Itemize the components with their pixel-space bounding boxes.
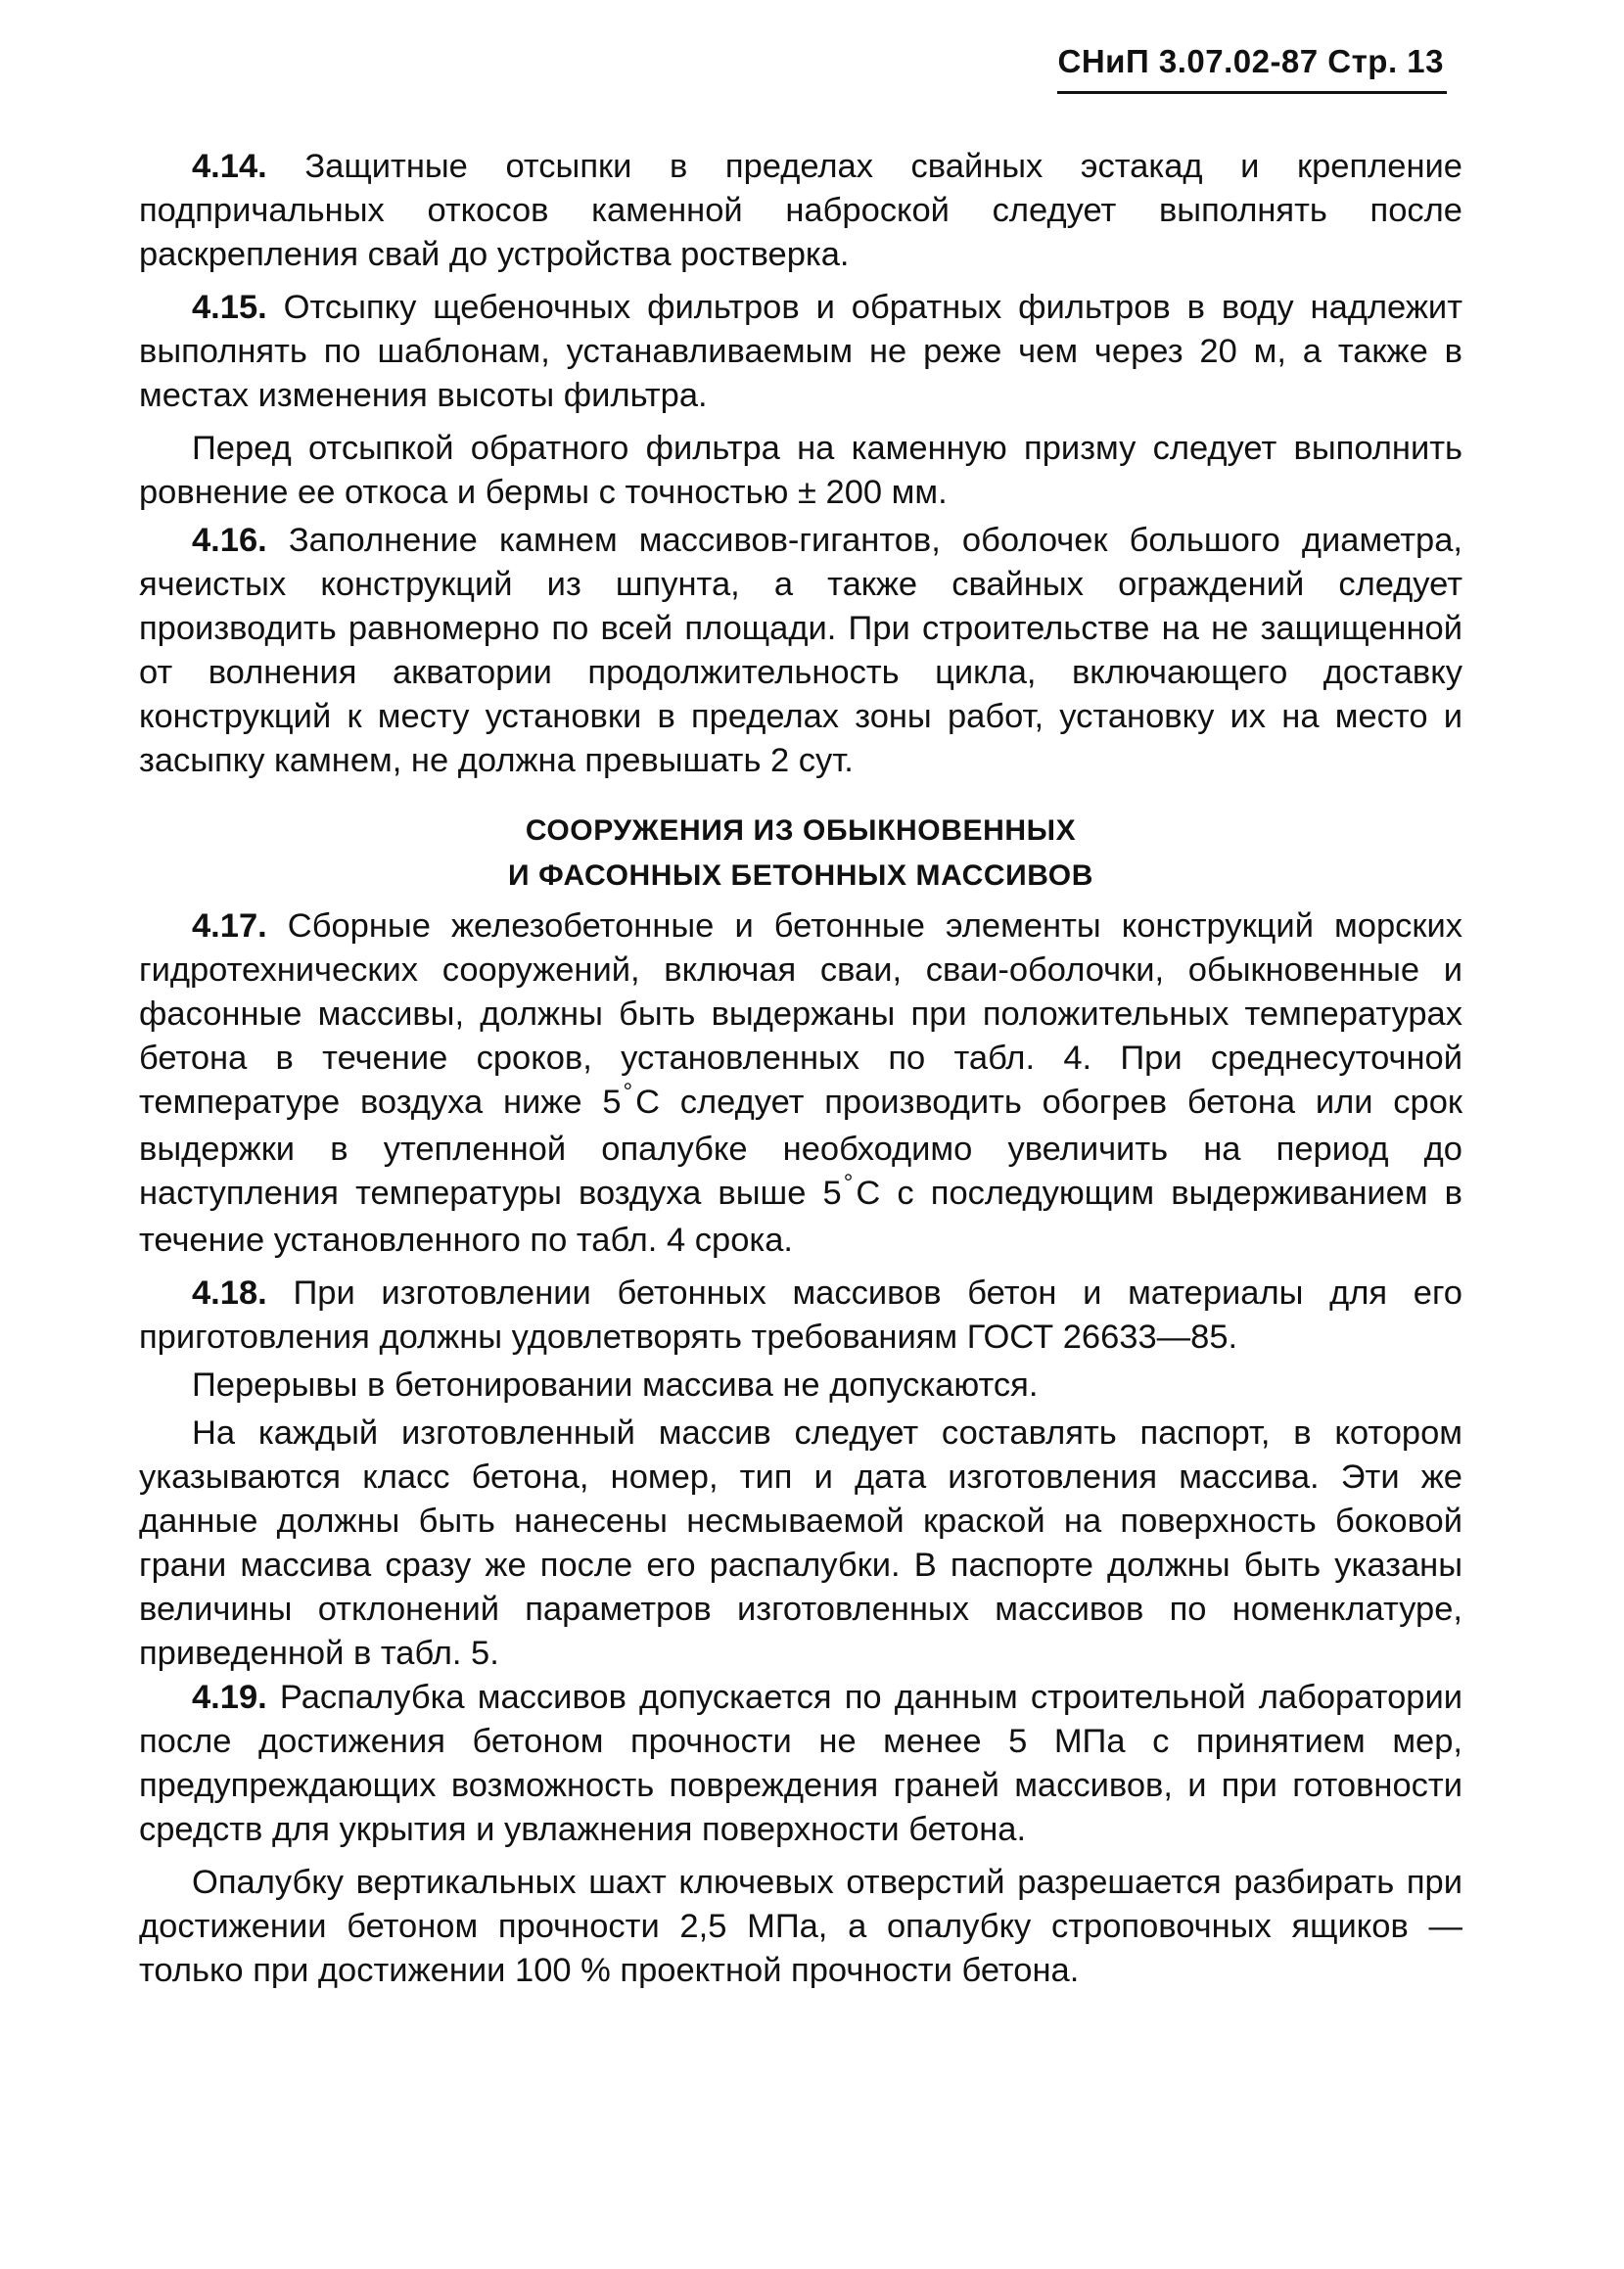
section-heading-line-2: И ФАСОННЫХ БЕТОННЫХ МАССИВОВ [507,859,1094,892]
clause-text: Отсыпку щебеночных фильтров и обратных фильтров в воду надлежит выполнять по шаблонам, устанавливаемым не реже чем через 20 м, а также в местах изменения высоты фильтра. [139,289,1462,414]
degree-sign: ° [623,1079,633,1105]
section-heading [139,809,1462,899]
paragraph-4-17 [139,904,1462,1263]
clause-number: 4.15. [192,289,267,326]
clause-text: Опалубку вертикальных шахт ключевых отверстий разрешается разбирать при достижении бетоном прочности 2,5 МПа, а опалубку строповочных ящиков — только при достижении 100 % проектной прочности бетона. [139,1864,1462,1989]
paragraph-4-18 [139,1272,1462,1360]
clause-text: С с последующим выдерживанием в течение установленного по табл. 4 срока. [139,1175,1462,1259]
paragraph-4-15 [139,286,1462,418]
clause-text: На каждый изготовленный массив следует составлять паспорт, в котором указываются класс бетона, номер, тип и дата изготовления массива. Эти же данные должны быть нанесены несмываемой краской на поверхность боковой грани массива сразу же после его распалубки. В паспорте должны быть указаны величины отклонений параметров изготовленных массивов по номенклатуре, приведенной в табл. 5. [139,1414,1462,1672]
document-body [139,145,1462,1993]
header-rule [1057,91,1447,94]
clause-text: Перед отсыпкой обратного фильтра на каменную призму следует выполнить ровнение ее откоса и бермы с точностью ± 200 мм. [139,430,1462,511]
clause-text: Перерывы в бетонировании массива не допускаются. [192,1366,1039,1404]
paragraph-4-18-passport [139,1412,1462,1676]
paragraph-4-16 [139,519,1462,783]
paragraph-4-15-continued [139,427,1462,515]
paragraph-4-14 [139,145,1462,277]
section-heading-line-1: СООРУЖЕНИЯ ИЗ ОБЫКНОВЕННЫХ [525,814,1077,847]
clause-text: С следует производить обогрев бетона или срок выдержки в утепленной опалубке необходимо увеличить на период до наступления температуры воздуха выше 5 [139,1084,1462,1212]
clause-text: Заполнение камнем массивов-гигантов, оболочек большого диаметра, ячеистых конструкций из шпунта, а также свайных ограждений следует производить равномерно по всей площади. При строительстве на не защищенной от волнения акватории продолжительность цикла, включающего доставку конструкций к месту установки в пределах зоны работ, установку их на место и засыпку камнем, не должна превышать 2 сут. [139,522,1462,779]
paragraph-4-18-continued [139,1364,1462,1408]
clause-number: 4.17. [192,907,267,945]
paragraph-4-19 [139,1676,1462,1852]
paragraph-4-19-continued [139,1861,1462,1993]
clause-number: 4.19. [192,1679,267,1716]
clause-text: При изготовлении бетонных массивов бетон и материалы для его приготовления должны удовлетворять требованиям ГОСТ 26633—85. [139,1274,1462,1356]
running-header: СНиП 3.07.02-87 Стр. 13 [1057,43,1444,79]
clause-number: 4.16. [192,522,267,559]
clause-text: Распалубка массивов допускается по данным строительной лаборатории после достижения бетоном прочности не менее 5 МПа с принятием мер, предупреждающих возможность повреждения граней массивов, и при готовности средств для укрытия и увлажнения поверхности бетона. [139,1679,1462,1848]
clause-text: Защитные отсыпки в пределах свайных эстакад и крепление подпричальных откосов каменной наброской следует выполнять после раскрепления свай до устройства ростверка. [139,148,1462,273]
clause-text: Сборные железобетонные и бетонные элементы конструкций морских гидротехнических сооружений, включая сваи, сваи-оболочки, обыкновенные и фасонные массивы, должны быть выдержаны при положительных температурах бетона в течение сроков, установленных по табл. 4. При среднесуточной температуре воздуха ниже 5 [139,907,1462,1121]
clause-number: 4.18. [192,1274,267,1312]
clause-number: 4.14. [192,148,267,185]
degree-sign: ° [843,1170,854,1196]
